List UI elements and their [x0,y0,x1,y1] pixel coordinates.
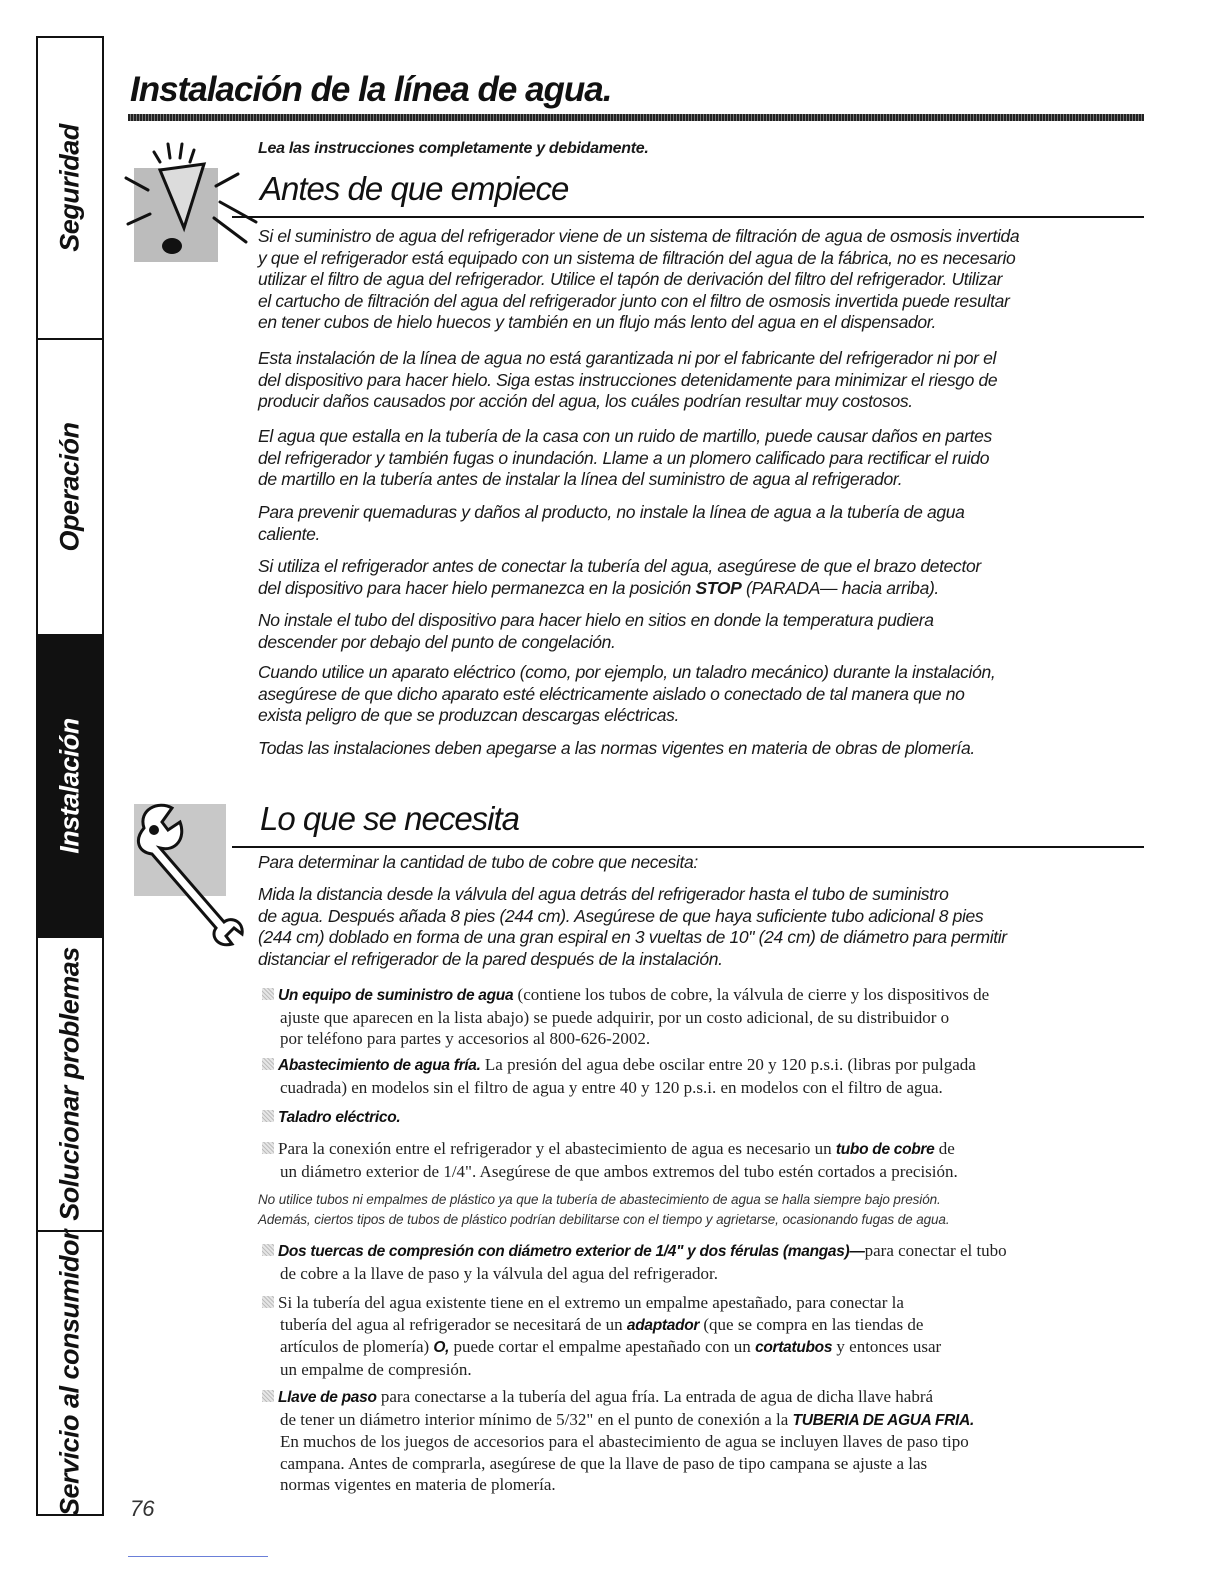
section-title-lo-que: Lo que se necesita [260,800,520,837]
tab-operacion[interactable]: Operación [38,340,102,636]
paragraph-measure: Mida la distancia desde la válvula del agua detrás del refrigerador hasta el tubo de suministro de agua. Después añada 8 pies (244 cm). Asegúrese de que haya suficiente tubo adicional 8 pies (244 cm) doblado en forma de una gran espiral en 3 vueltas de 10" (24 cm) de diámetro para permitir distanciar el refrigerador de la pared después de la instalación. [258,884,1007,969]
bullet-square-icon [262,1390,274,1402]
footer-rule [128,1556,268,1557]
list-item-shutoff-valve: Llave de paso para conectarse a la tubería del agua fría. La entrada de agua de dicha llave habrá de tener un diámetro interior mínimo de 5/32" en el punto de conexión a la TUBERIA DE AGUA FRIA. En muchos de los juegos de accesorios para el abastecimiento de agua se incluyen llaves de paso tipo campana. Antes de comprarla, asegúrese de que la llave de paso de tipo campana se ajuste a las normas vigentes en materia de plomería. [262,1386,974,1496]
tab-solucionar-problemas[interactable]: Solucionar problemas [38,938,102,1232]
paragraph-intro: Para determinar la cantidad de tubo de cobre que necesita: [258,852,698,872]
bullet-square-icon [262,1058,274,1070]
paragraph-hot-water: Para prevenir quemaduras y daños al producto, no instale la línea de agua a la tubería de agua caliente. [258,502,965,544]
tab-instalacion[interactable]: Instalación [38,636,102,938]
list-item-water-kit: Un equipo de suministro de agua (contiene los tubos de cobre, la válvula de cierre y los dispositivos de ajuste que aparecen en la lista abajo) se puede adquirir, por un costo adicional, de su distribuidor o por teléfono para partes y accesorios al 800-626-2002. [262,984,989,1050]
section-title-antes: Antes de que empiece [260,170,569,207]
page-title: Instalación de la línea de agua. [130,70,612,109]
bullet-square-icon [262,988,274,1000]
bullet-square-icon [262,1296,274,1308]
paragraph-plumbing-codes: Todas las instalaciones deben apegarse a las normas vigentes en materia de obras de plomería. [258,738,975,758]
section-rule-1 [232,216,1144,218]
section-tabs [36,36,104,1516]
paragraph-water-hammer: El agua que estalla en la tubería de la casa con un ruido de martillo, puede causar daños en partes del refrigerador y también fugas o inundación. Llame a un plomero calificado para rectificar el ruido de martillo en la tubería antes de instalar la línea del suministro de agua al refrigerador. [258,426,992,490]
list-item-adapter: Si la tubería del agua existente tiene en el extremo un empalme apestañado, para conectar la tubería del agua al refrigerador se necesitará de un adaptador (que se compra en las tiendas de artículos de plomería) O, puede cortar el empalme apestañado con un cortatubos y entonces usar un empalme de compresión. [262,1292,941,1380]
list-item-copper-tube: Para la conexión entre el refrigerador y el abastecimiento de agua es necesario un tubo de cobre de un diámetro exterior de 1/4". Asegúrese de que ambos extremos del tubo estén cortados a precisión. [262,1138,958,1182]
tab-servicio-al-consumidor[interactable]: Servicio al consumidor [54,1229,85,1517]
bullet-square-icon [262,1110,274,1122]
lead-instruction: Lea las instrucciones completamente y debidamente. [258,140,649,157]
exclamation-warning-icon [120,138,258,266]
paragraph-freezing: No instale el tubo del dispositivo para hacer hielo en sitios en donde la temperatura pudiera descender por debajo del punto de congelación. [258,610,934,652]
paragraph-warranty: Esta instalación de la línea de agua no está garantizada ni por el fabricante del refrigerador ni por el del dispositivo para hacer hielo. Siga estas instrucciones detenidamente para minimizar el riesgo de producir daños causados por acción del agua, los cuáles podrían resultar muy costosos. [258,348,998,412]
title-rule [128,114,1144,121]
paragraph-osmosis: Si el suministro de agua del refrigerador viene de un sistema de filtración de agua de osmosis invertida y que el refrigerador está equipado con un sistema de filtración del agua de la fábrica, no es necesario utilizar el filtro de agua del refrigerador. Utilice el tapón de derivación del filtro del refrigerador. Utilizar el cartucho de filtración del agua del refrigerador junto con el filtro de osmosis invertida puede resultar en tener cubos de hielo huecos y también en un flujo más lento del agua en el dispensador. [258,226,1020,333]
plastic-note: No utilice tubos ni empalmes de plástico ya que la tubería de abastecimiento de agua se halla siempre bajo presión. Además, ciertos tipos de tubos de plástico podrían debilitarse con el tiempo y agrietarse, ocasionando fugas de agua. [258,1192,950,1227]
list-item-compression-nuts: Dos tuercas de compresión con diámetro exterior de 1/4" y dos férulas (mangas)—para conectar el tubo de cobre a la llave de paso y la válvula del agua del refrigerador. [262,1240,1007,1284]
paragraph-electrical: Cuando utilice un aparato eléctrico (como, por ejemplo, un taladro mecánico) durante la instalación, asegúrese de que dicho aparato esté eléctricamente aislado o conectado de tal manera que no exista peligro de que se produzcan descargas eléctricas. [258,662,996,726]
list-item-cold-water: Abastecimiento de agua fría. La presión del agua debe oscilar entre 20 y 120 p.s.i. (libras por pulgada cuadrada) en modelos sin el filtro de agua y entre 40 y 120 p.s.i. en modelos con el filtro de agua. [262,1054,976,1098]
bullet-square-icon [262,1244,274,1256]
page-number: 76 [130,1496,155,1521]
tab-seguridad[interactable]: Seguridad [38,38,102,340]
paragraph-stop-position: Si utiliza el refrigerador antes de conectar la tubería del agua, asegúrese de que el brazo detector del dispositivo para hacer hielo permanezca en la posición STOP (PARADA— hacia arriba). [258,556,981,598]
bullet-square-icon [262,1142,274,1154]
list-item-drill: Taladro eléctrico. [262,1106,400,1129]
section-rule-2 [232,846,1144,848]
wrench-icon [128,800,248,950]
